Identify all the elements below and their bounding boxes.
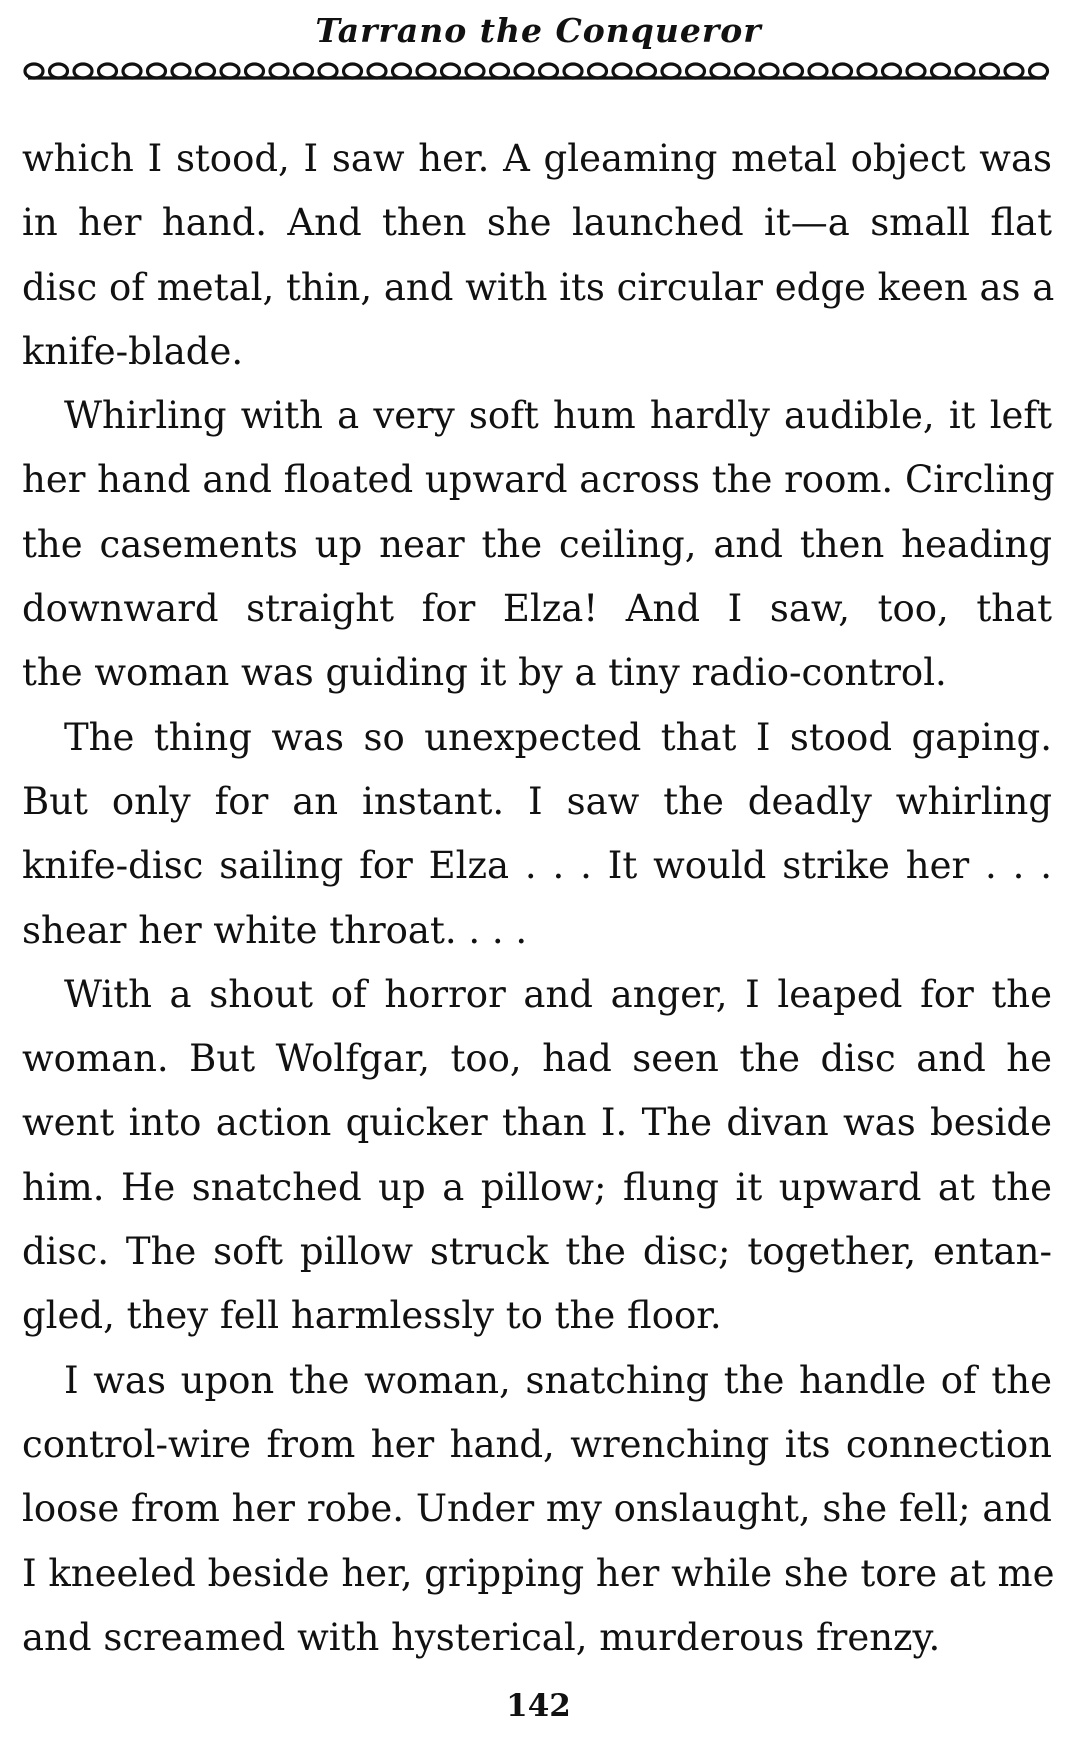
text-line: But only for an instant. I saw the deadly whirling [22, 779, 1052, 823]
text-line: control-wire from her hand, wrenching its connection [22, 1422, 1052, 1466]
ornament-loop [295, 64, 313, 78]
text-line: shear her white throat. . . . [22, 908, 528, 952]
text-line: and screamed with hysterical, murderous frenzy. [22, 1615, 941, 1659]
ornament-loop [589, 64, 607, 78]
ornament-loop [148, 64, 166, 78]
ornament-loop [99, 64, 117, 78]
ornament-loop [883, 64, 901, 78]
ornament-loop [907, 64, 925, 78]
ornament-loop [613, 64, 631, 78]
ornament-loop [393, 64, 411, 78]
ornament-loop [564, 64, 582, 78]
running-title: Tarrano the Conqueror [315, 11, 762, 50]
ornament-loop [1005, 64, 1023, 78]
ornament-loop [858, 64, 876, 78]
ornament-loop [246, 64, 264, 78]
paragraph-3 [22, 706, 1052, 963]
text-line: knife-disc sailing for Elza . . . It would strike her . . . [22, 844, 1052, 888]
ornament-loop [687, 64, 705, 78]
ornament-loop [711, 64, 729, 78]
ornament-loop [809, 64, 827, 78]
body-text [22, 127, 1055, 1670]
ornament-loop [956, 64, 974, 78]
ornament-loop [74, 64, 92, 78]
text-line: I was upon the woman, snatching the handle of the [64, 1358, 1052, 1402]
ornament-loop [638, 64, 656, 78]
paragraph-2 [22, 384, 1055, 705]
text-line: loose from her robe. Under my onslaught, she fell; and [22, 1487, 1052, 1531]
ornament-loop [736, 64, 754, 78]
text-line: her hand and floated upward across the room. Circling [22, 458, 1055, 502]
text-line: gled, they fell harmlessly to the floor. [22, 1294, 722, 1338]
ornament-loop [221, 64, 239, 78]
text-line: I kneeled beside her, gripping her while she tore at me [22, 1551, 1055, 1595]
text-line: went into action quicker than I. The divan was beside [22, 1101, 1052, 1145]
text-line: which I stood, I saw her. A gleaming metal object was [22, 137, 1052, 180]
ornament-loop [197, 64, 215, 78]
ornament-loop [834, 64, 852, 78]
paragraph-4 [22, 963, 1052, 1349]
ornament-loop [172, 64, 190, 78]
ornament-loop [123, 64, 141, 78]
ornament-loop [319, 64, 337, 78]
ornament-loop [1030, 64, 1048, 78]
decorative-rule [22, 60, 1052, 84]
ornament-loop [981, 64, 999, 78]
text-line: The thing was so unexpected that I stood gaping. [64, 715, 1052, 759]
page-number: 142 [506, 1688, 571, 1724]
ornament-loop [515, 64, 533, 78]
text-line: knife-blade. [22, 329, 244, 373]
text-line: With a shout of horror and anger, I leaped for the [64, 972, 1052, 1016]
text-line: disc of metal, thin, and with its circular edge keen as a [22, 265, 1055, 309]
text-line: the casements up near the ceiling, and then heading [22, 522, 1052, 566]
ornament-loop [442, 64, 460, 78]
text-line: woman. But Wolfgar, too, had seen the disc and he [22, 1037, 1052, 1081]
paragraph-1 [22, 127, 1055, 384]
ornament-loop [760, 64, 778, 78]
ornament-loop [270, 64, 288, 78]
ornament-loop [466, 64, 484, 78]
text-line: downward straight for Elza! And I saw, too, that [22, 587, 1052, 631]
ornament-loop [785, 64, 803, 78]
ornament-loop [344, 64, 362, 78]
ornament-loop [540, 64, 558, 78]
text-line: him. He snatched up a pillow; flung it upward at the [22, 1165, 1052, 1209]
ornament-loop [25, 64, 43, 78]
text-line: disc. The soft pillow struck the disc; together, entan- [22, 1230, 1052, 1274]
paragraph-5 [22, 1349, 1055, 1670]
ornament-loop [50, 64, 68, 78]
text-line: in her hand. And then she launched it—a small flat [22, 201, 1052, 245]
ornament-loop [491, 64, 509, 78]
ornament-loop [662, 64, 680, 78]
text-line: Whirling with a very soft hum hardly audible, it left [64, 394, 1052, 438]
ornament-loop [932, 64, 950, 78]
text-line: the woman was guiding it by a tiny radio-control. [22, 651, 947, 695]
ornament-loop [368, 64, 386, 78]
ornament-loop [417, 64, 435, 78]
